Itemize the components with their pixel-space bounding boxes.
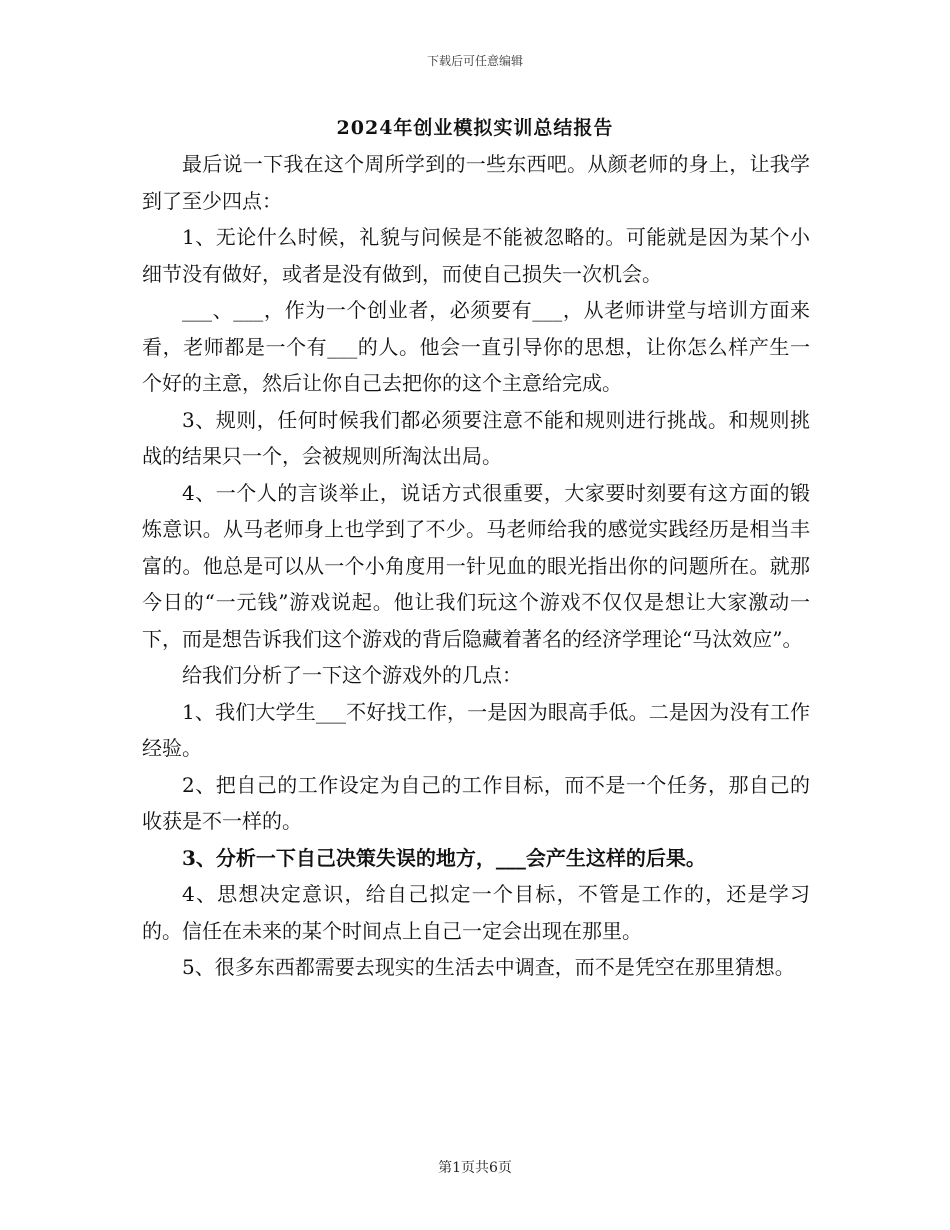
page-number: 第1页共6页 [438, 1160, 512, 1176]
paragraph-bold: 3、分析一下自己决策失误的地方，___会产生这样的后果。 [182, 845, 706, 870]
paragraph: 1、我们大学生___不好找工作，一是因为眼高手低。二是因为没有工作经验。 [142, 699, 810, 760]
paragraph: ___、___，作为一个创业者，必须要有___，从老师讲堂与培训方面来看，老师都是一个有___的人。他会一直引导你的思想，让你怎么样产生一个好的主意，然后让你自己去把你的这个主意给完成。 [142, 298, 810, 395]
document-body [142, 146, 810, 986]
paragraph: 3、规则，任何时候我们都必须要注意不能和规则进行挑战。和规则挑战的结果只一个，会被规则所淘汰出局。 [142, 407, 810, 468]
paragraph: 给我们分析了一下这个游戏外的几点： [182, 663, 522, 687]
paragraph: 最后说一下我在这个周所学到的一些东西吧。从颜老师的身上，让我学到了至少四点： [142, 152, 810, 213]
paragraph: 4、思想决定意识，给自己拟定一个目标，不管是工作的，还是学习的。信任在未来的某个时间点上自己一定会出现在那里。 [142, 882, 810, 943]
document-title: 2024年创业模拟实训总结报告 [336, 117, 614, 139]
header-note: 下载后可任意编辑 [426, 54, 523, 68]
paragraph: 1、无论什么时候，礼貌与问候是不能被忽略的。可能就是因为某个小细节没有做好，或者是没有做到，而使自己损失一次机会。 [142, 225, 810, 286]
paragraph: 2、把自己的工作设定为自己的工作目标，而不是一个任务，那自己的收获是不一样的。 [142, 772, 810, 833]
paragraph: 5、很多东西都需要去现实的生活去中调查，而不是凭空在那里猜想。 [182, 955, 795, 979]
paragraph: 4、一个人的言谈举止，说话方式很重要，大家要时刻要有这方面的锻炼意识。从马老师身上也学到了不少。马老师给我的感觉实践经历是相当丰富的。他总是可以从一个小角度用一针见血的眼光指出你的问题所在。就那今日的“一元钱”游戏说起。他让我们玩这个游戏不仅仅是想让大家激动一下，而是想告诉我们这个游戏的背后隐藏着著名的经济学理论“马汰效应”。 [142, 480, 810, 651]
